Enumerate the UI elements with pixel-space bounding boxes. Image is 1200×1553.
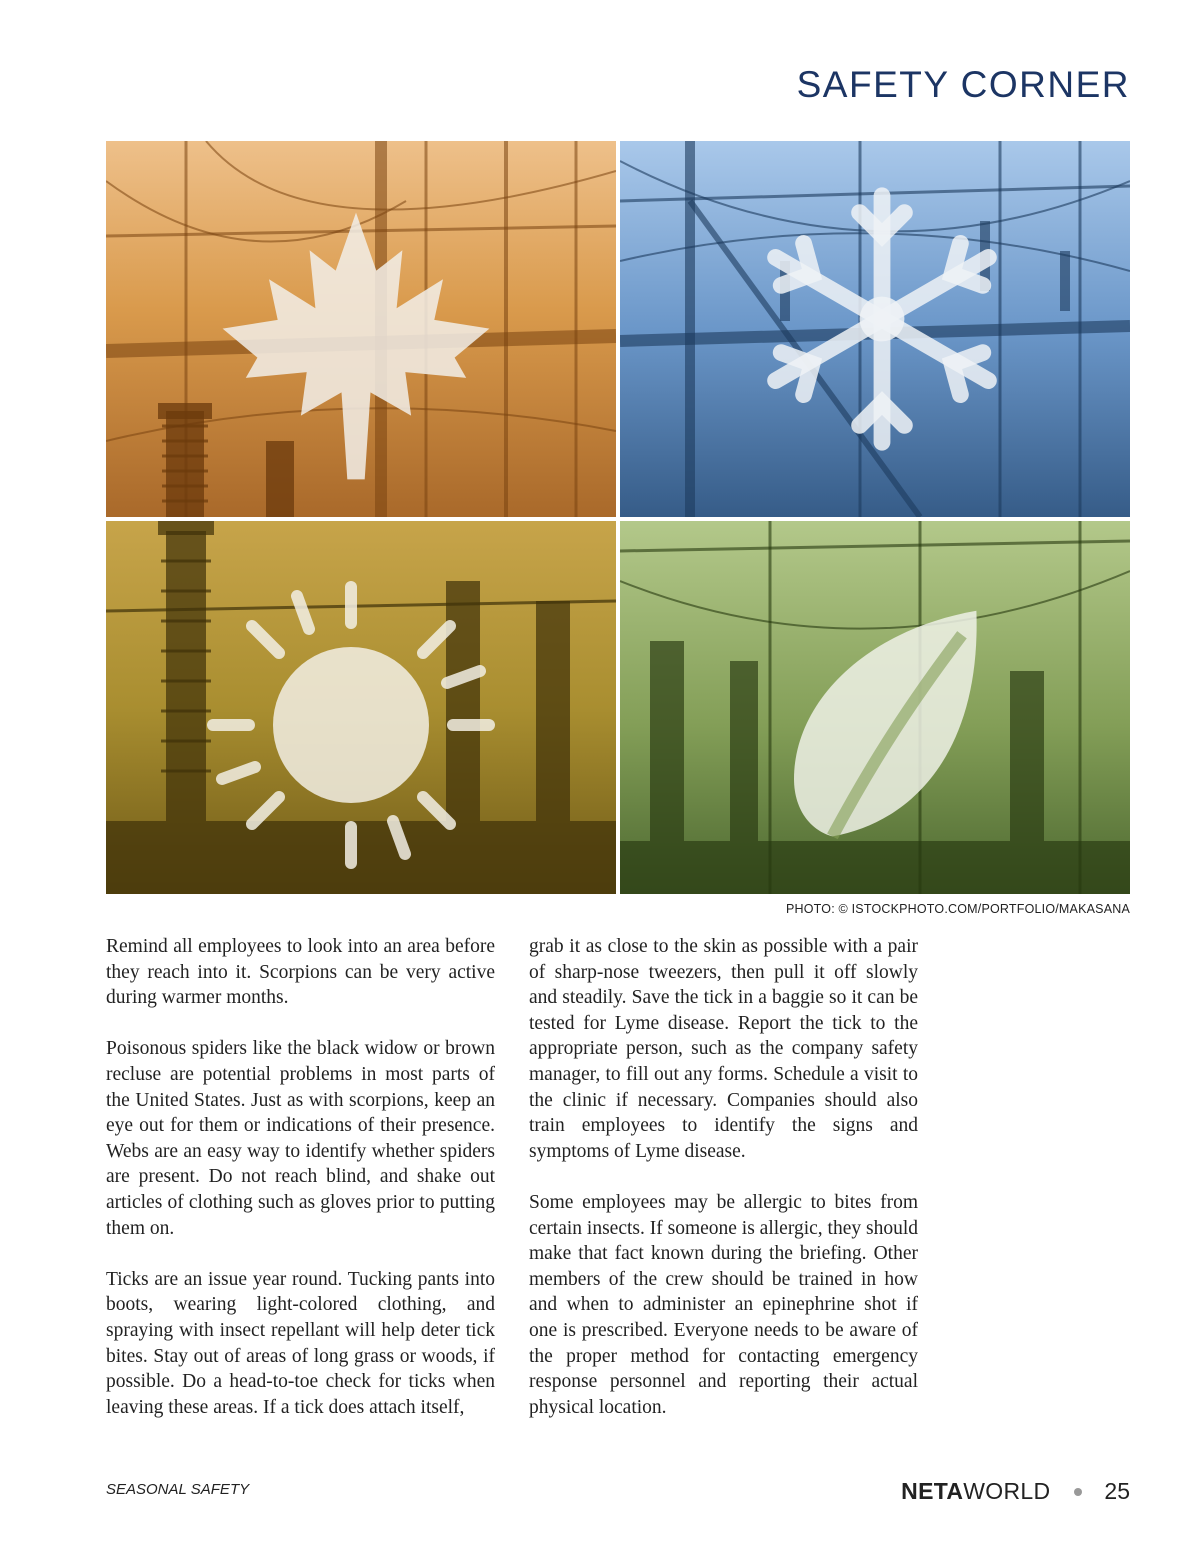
maple-leaf-icon (206, 201, 506, 491)
paragraph: Some employees may be allergic to bites from certain insects. If someone is allergic, they should make that fact known during the briefing. Other members of the crew should be trained in how and when to administer an epinephrine shot if one is prescribed. Everyone needs to be aware of the proper method for contacting emergency response personnel and reporting their actual physical location. (529, 1191, 918, 1418)
footer-branding (901, 1478, 1130, 1505)
winter-quadrant (620, 141, 1130, 517)
page-number: 25 (1104, 1478, 1130, 1504)
section-title: SAFETY CORNER (796, 64, 1130, 105)
paragraph: Poisonous spiders like the black widow or brown recluse are potential problems in most parts of the United States. Just as with scorpions, keep an eye out for them or indications of their presence. Webs are an easy way to identify whether spiders are present. Do not reach blind, and shake out articles of clothing such as gloves prior to putting them on. (106, 1038, 495, 1239)
photo-credit: PHOTO: © ISTOCKPHOTO.COM/PORTFOLIO/MAKASANA (785, 902, 1130, 916)
sun-icon (186, 575, 516, 875)
footer-section-label: SEASONAL SAFETY (106, 1481, 250, 1498)
autumn-quadrant (106, 141, 616, 517)
article-right-column (529, 934, 918, 1446)
paragraph: grab it as close to the skin as possible with a pair of sharp-nose tweezers, then pull it off slowly and steadily. Save the tick in a baggie so it can be tested for Lyme disease. Report the tick to the appropriate person, such as the company safety manager, to fill out any forms. Schedule a visit to the clinic if necessary. Companies should also train employees to identify the signs and symptoms of Lyme disease. (529, 936, 918, 1162)
logo-bold-part: NETA (901, 1478, 964, 1504)
paragraph: Ticks are an issue year round. Tucking pants into boots, wearing light-colored clothing, and spraying with insect repellant will help deter tick bites. Stay out of areas of long grass or woods, if possible. Do a head-to-toe check for ticks when leaving these areas. If a tick does attach itself, (106, 1268, 495, 1418)
paragraph: Remind all employees to look into an area before they reach into it. Scorpions can be very active during warmer months. (106, 936, 495, 1009)
bullet-separator (1074, 1488, 1082, 1496)
summer-quadrant (106, 521, 616, 894)
leaf-icon (770, 581, 1010, 871)
spring-quadrant (620, 521, 1130, 894)
snowflake-icon (722, 179, 1042, 459)
article-left-column (106, 934, 495, 1446)
seasons-photo-collage (106, 141, 1130, 894)
logo-regular-part: WORLD (963, 1478, 1051, 1504)
magazine-logo (901, 1478, 1050, 1505)
